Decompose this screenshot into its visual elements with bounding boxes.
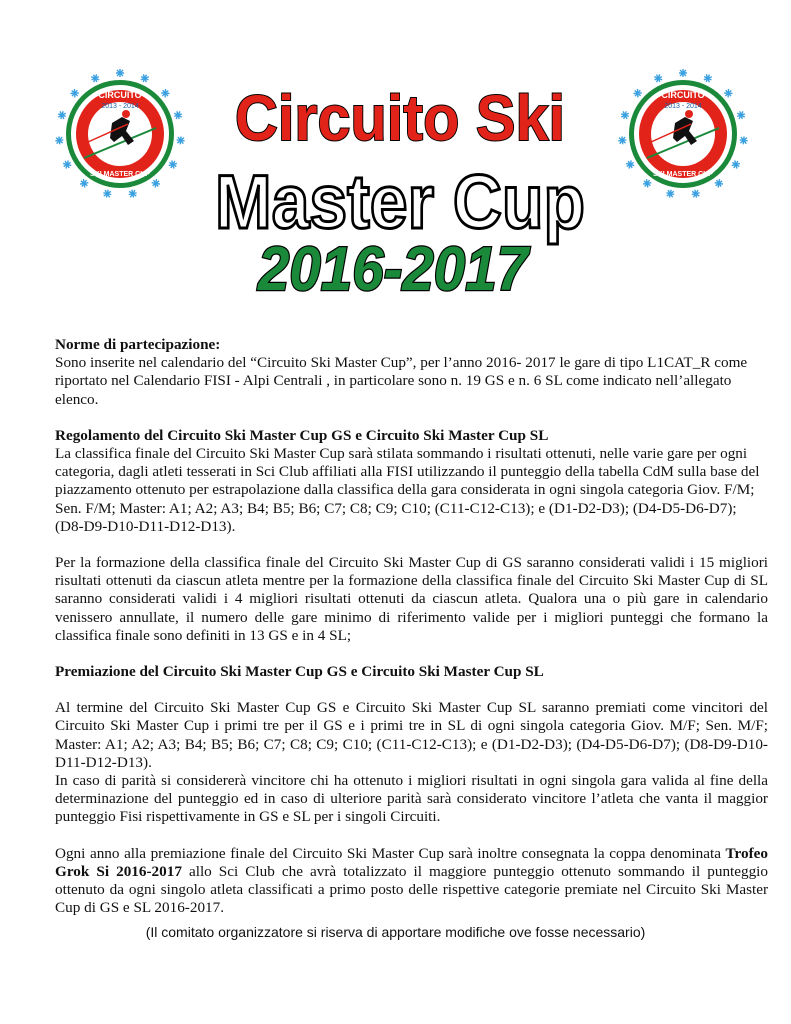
- header: [0, 0, 791, 320]
- document-body: [55, 336, 768, 935]
- premiazione-heading: Premiazione del Circuito Ski Master Cup GS e Circuito Ski Master Cup SL: [55, 663, 544, 681]
- circuit-logo-right: [617, 68, 749, 200]
- logo-years: 2013 - 2014: [101, 103, 139, 110]
- logo-ring-bottom-text: SKI MASTER CUP: [653, 171, 713, 178]
- parita-paragraph: In caso di parità si considererà vincitore chi ha ottenuto i migliori risultati in ogni singola gara valida al fine della determinazione del punteggio ed in caso di ulteriore parità sarà considerato vincitore l’atleta che vanta il maggior punteggio Fisi rispettivamente in GS e SL per i singoli Circuiti.: [55, 772, 768, 826]
- regolamento-paragraph: La classifica finale del Circuito Ski Master Cup sarà stilata sommando i risultati ottenuti, nelle varie gare per ogni categoria, dagli atleti tesserati in Sci Club affiliati alla FISI utilizzando il punteggio della tabella CdM sulla base del piazzamento ottenuto per estrapolazione dalla classifica della gara considerata in ogni singola categoria Giov. F/M; Sen. F/M; Master: A1; A2; A3; B4; B5; B6; C7; C8; C9; C10; (C11-C12-C13); e (D1-D2-D3); (D4-D5-D6-D7); (D8-D9-D10-D11-D12-D13).: [55, 445, 760, 535]
- norme-paragraph: Sono inserite nel calendario del “Circuito Ski Master Cup”, per l’anno 2016- 2017 le gare di tipo L1CAT_R come riportato nel Calendario FISI - Alpi Centrali , in particolare sono n. 19 GS e n. 6 SL come indicato nell’allegato elenco.: [55, 354, 748, 408]
- logo-ring-bottom-text: SKI MASTER CUP: [90, 171, 150, 178]
- title-line-2: Master Cup: [215, 160, 585, 245]
- footer-note: (Il comitato organizzatore si riserva di apportare modifiche ove fosse necessario): [145, 924, 646, 940]
- trofeo-text-before: Ogni anno alla premiazione finale del Circuito Ski Master Cup sarà inoltre consegnata la coppa denominata: [55, 844, 726, 862]
- event-title: [200, 68, 600, 308]
- logo-ring-top-text: CIRCUITO: [98, 90, 142, 100]
- formazione-paragraph: Per la formazione della classifica finale del Circuito Ski Master Cup di GS saranno considerati validi i 15 migliori risultati ottenuti da ciascun atleta mentre per la formazione della classifica finale del Circuito Ski Master Cup di SL saranno considerati validi i 4 migliori risultati ottenuti da ciascun atleta. Qualora una o più gare in calendario venissero annullate, il numero delle gare minimo di riferimento valide per i migliori punteggi che formano la classifica finale sono definiti in 13 GS e in 4 SL;: [55, 554, 768, 644]
- regolamento-heading: Regolamento del Circuito Ski Master Cup GS e Circuito Ski Master Cup SL: [55, 426, 549, 444]
- logo-years: 2013 - 2014: [664, 103, 702, 110]
- logo-ring-top-text: CIRCUITO: [661, 90, 705, 100]
- premiazione-paragraph: Al termine del Circuito Ski Master Cup GS e Circuito Ski Master Cup SL saranno premiati come vincitori del Circuito Ski Master Cup i primi tre per il GS e i primi tre in SL di ogni singola categoria Giov. M/F; Sen. M/F; Master: A1; A2; A3; B4; B5; B6; C7; C8; C9; C10; (C11-C12-C13); e (D1-D2-D3); (D4-D5-D6-D7); (D8-D9-D10-D11-D12-D13).: [55, 699, 768, 771]
- circuit-logo-left: [54, 68, 186, 200]
- trofeo-name: Trofeo Grok Si 2016-2017: [55, 844, 768, 880]
- trofeo-text-after: allo Sci Club che avrà totalizzato il maggiore punteggio ottenuto sommando il punteggio ottenuto da ogni singolo atleta classificati a primo posto delle rispettive categorie premiate nel Circuito Ski Master Cup di GS e SL 2016-2017.: [55, 862, 769, 917]
- norme-heading: Norme di partecipazione:: [55, 336, 221, 353]
- title-line-3: 2016-2017: [257, 235, 531, 304]
- title-line-1: Circuito Ski: [235, 82, 565, 154]
- trofeo-paragraph: [55, 845, 768, 918]
